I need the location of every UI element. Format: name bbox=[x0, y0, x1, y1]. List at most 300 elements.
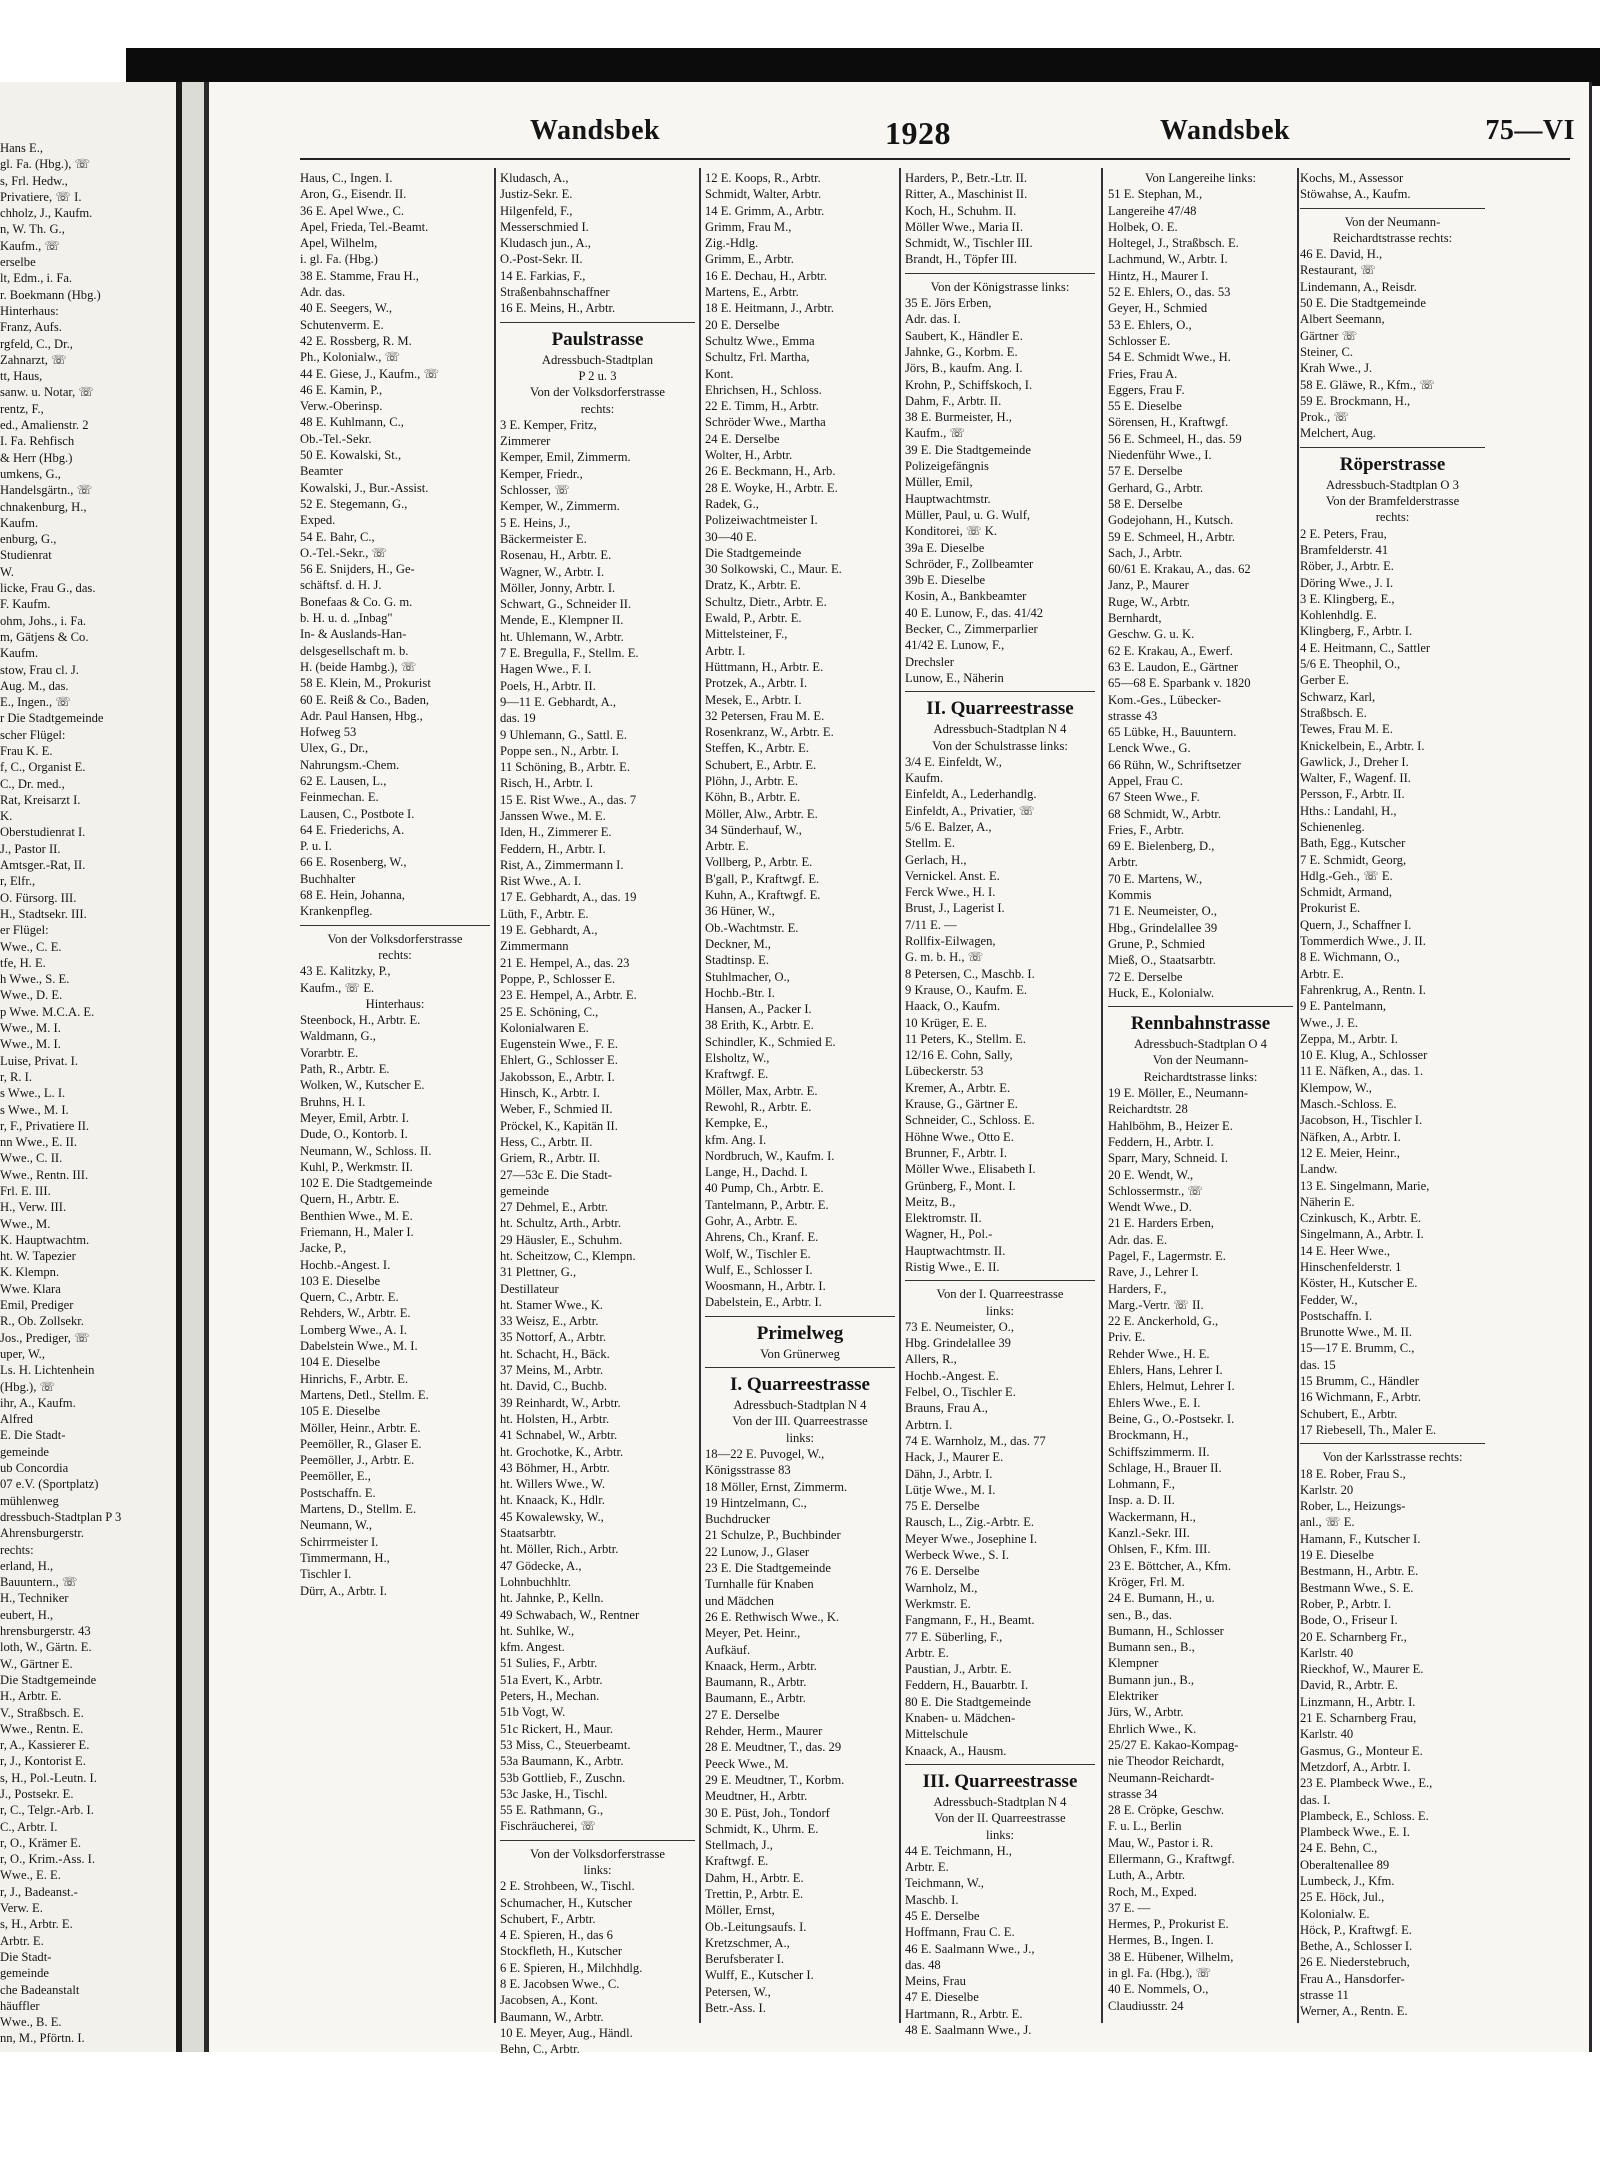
prev-page-line: Wwe., B. E. bbox=[0, 2015, 62, 2030]
directory-entry: P. u. I. bbox=[300, 839, 332, 854]
directory-entry: Prokurist E. bbox=[1300, 901, 1361, 916]
directory-entry: Betr.-Ass. I. bbox=[705, 2001, 766, 2016]
directory-entry: Hess, C., Arbtr. II. bbox=[500, 1134, 593, 1149]
directory-entry: 8 E. Jacobsen Wwe., C. bbox=[500, 1977, 620, 1992]
directory-entry: 16 E. Dechau, H., Arbtr. bbox=[705, 268, 828, 283]
directory-entry: Hdlg.-Geh., ☏ E. bbox=[1300, 868, 1393, 883]
directory-entry: Brunner, F., Arbtr. I. bbox=[905, 1145, 1008, 1160]
directory-entry: Petersen, W., bbox=[705, 1984, 771, 1999]
section-divider bbox=[705, 1316, 895, 1317]
section-divider bbox=[500, 1840, 695, 1841]
directory-entry: 49 Schwabach, W., Rentner bbox=[500, 1607, 640, 1622]
prev-page-line: C., Arbtr. I. bbox=[0, 1819, 58, 1834]
directory-entry: Polizeigefängnis bbox=[905, 459, 989, 474]
directory-entry: Holbek, O. E. bbox=[1108, 219, 1178, 234]
section-divider bbox=[1300, 208, 1485, 209]
directory-entry: Arbtrn. I. bbox=[905, 1417, 953, 1432]
section-note: Von der Volksdorferstrasse bbox=[327, 931, 463, 946]
directory-entry: Dabelstein Wwe., M. I. bbox=[300, 1339, 418, 1354]
directory-entry: Priv. E. bbox=[1108, 1330, 1146, 1345]
directory-entry: ht. Willers Wwe., W. bbox=[500, 1477, 606, 1492]
directory-entry: Konditorei, ☏ K. bbox=[905, 524, 997, 539]
street-heading: II. Quarreestrasse bbox=[926, 698, 1074, 720]
directory-entry: 36 Hüner, W., bbox=[705, 904, 775, 919]
directory-entry: 10 E. Klug, A., Schlosser bbox=[1300, 1048, 1428, 1063]
directory-entry: Zeppa, M., Arbtr. I. bbox=[1300, 1031, 1398, 1046]
directory-entry: Wolter, H., Arbtr. bbox=[705, 448, 793, 463]
prev-page-line: che Badeanstalt bbox=[0, 1982, 80, 1997]
directory-entry: 30—40 E. bbox=[705, 529, 757, 544]
directory-entry: Dahm, H., Arbtr. E. bbox=[705, 1870, 804, 1885]
directory-entry: Hilgenfeld, F., bbox=[500, 203, 573, 218]
section-note: Von der Karlsstrasse rechts: bbox=[1322, 1450, 1463, 1465]
prev-page-line: Kaufm. bbox=[0, 646, 39, 661]
directory-entry: Maschb. I. bbox=[905, 1892, 959, 1907]
column-divider bbox=[494, 168, 496, 2023]
directory-entry: 65—68 E. Sparbank v. 1820 bbox=[1108, 676, 1251, 691]
directory-entry: Klingberg, F., Arbtr. I. bbox=[1300, 624, 1413, 639]
section-divider bbox=[705, 1367, 895, 1368]
prev-page-line: H., Stadtsekr. III. bbox=[0, 906, 87, 921]
directory-entry: 38 E. Burmeister, H., bbox=[905, 410, 1012, 425]
directory-entry: 22 Lunow, J., Glaser bbox=[705, 1544, 810, 1559]
section-divider bbox=[905, 691, 1095, 692]
directory-entry: Wagner, H., Pol.- bbox=[905, 1227, 993, 1242]
directory-entry: Möller, Max, Arbtr. E. bbox=[705, 1083, 818, 1098]
directory-entry: Czinkusch, K., Arbtr. E. bbox=[1300, 1211, 1422, 1226]
directory-entry: 25 E. Schöning, C., bbox=[500, 1004, 599, 1019]
directory-entry: 33 Weisz, E., Arbtr. bbox=[500, 1314, 599, 1329]
directory-entry: Lenck Wwe., G. bbox=[1108, 741, 1191, 756]
directory-entry: Mieß, O., Staatsarbtr. bbox=[1108, 953, 1216, 968]
directory-entry: Hbg., Grindelallee 39 bbox=[1108, 920, 1218, 935]
prev-page-line: dressbuch-Stadtplan P 3 bbox=[0, 1509, 122, 1524]
directory-entry: Kuhn, A., Kraftwgf. E. bbox=[705, 888, 821, 903]
prev-page-line: tfe, H. E. bbox=[0, 955, 46, 970]
column-6 bbox=[1300, 170, 1485, 2019]
directory-entry: Schmidt, K., Uhrm. E. bbox=[705, 1821, 819, 1836]
prev-page-line: H., Techniker bbox=[0, 1591, 69, 1606]
directory-entry: Destillateur bbox=[500, 1281, 559, 1296]
directory-entry: 13 E. Singelmann, Marie, bbox=[1300, 1178, 1430, 1193]
directory-entry: Persson, F., Arbtr. II. bbox=[1300, 787, 1405, 802]
section-note: Adressbuch-Stadtplan bbox=[541, 352, 654, 367]
directory-entry: ht. Scheitzow, C., Klempn. bbox=[500, 1249, 636, 1263]
directory-entry: Neumann-Reichardt- bbox=[1108, 1770, 1215, 1785]
section-note: Von der I. Quarreestrasse bbox=[936, 1287, 1064, 1302]
directory-entry: 37 E. — bbox=[1108, 1900, 1151, 1915]
directory-entry: Kröger, Frl. M. bbox=[1108, 1574, 1185, 1589]
prev-page-line: rechts: bbox=[0, 1542, 34, 1557]
directory-entry: Buchhalter bbox=[300, 871, 356, 886]
section-note: Von Langereihe links: bbox=[1145, 171, 1256, 185]
directory-entry: 63 E. Laudon, E., Gärtner bbox=[1108, 659, 1239, 674]
street-heading: Rennbahnstrasse bbox=[1130, 1013, 1271, 1035]
directory-entry: Lütje Wwe., M. I. bbox=[905, 1482, 996, 1497]
directory-entry: 65 Lübke, H., Bauuntern. bbox=[1108, 725, 1237, 740]
prev-page-line: K. bbox=[0, 809, 13, 824]
directory-entry: Kretzschmer, A., bbox=[705, 1935, 790, 1950]
directory-entry: Rehder, Herm., Maurer bbox=[705, 1724, 823, 1739]
directory-entry: 3/4 E. Einfeldt, W., bbox=[905, 754, 1002, 769]
prev-page-line: ub Concordia bbox=[0, 1461, 69, 1476]
directory-entry: 5/6 E. Balzer, A., bbox=[905, 819, 992, 834]
directory-entry: strasse 43 bbox=[1108, 708, 1158, 723]
directory-entry: Wwe., J. E. bbox=[1300, 1015, 1359, 1030]
directory-entry: 18—22 E. Puvogel, W., bbox=[705, 1446, 825, 1461]
directory-entry: Hamann, F., Kutscher I. bbox=[1300, 1531, 1421, 1546]
directory-entry: Lüth, F., Arbtr. E. bbox=[500, 906, 589, 921]
directory-entry: Brockmann, H., bbox=[1108, 1428, 1189, 1443]
directory-entry: Benthien Wwe., M. E. bbox=[300, 1208, 413, 1223]
directory-entry: ht. Möller, Rich., Arbtr. bbox=[500, 1542, 619, 1557]
directory-entry: Werner, A., Rentn. E. bbox=[1300, 2004, 1408, 2019]
directory-entry: Messerschmied I. bbox=[500, 219, 589, 234]
directory-entry: das. I. bbox=[1300, 1792, 1331, 1807]
section-note: rechts: bbox=[580, 401, 615, 416]
directory-entry: Griem, R., Arbtr. II. bbox=[500, 1151, 601, 1166]
section-note: Von der Volksdorferstrasse bbox=[529, 385, 666, 400]
directory-entry: 23 E. Hempel, A., Arbtr. E. bbox=[500, 988, 637, 1003]
directory-entry: 16 Wichmann, F., Arbtr. bbox=[1300, 1390, 1422, 1405]
directory-entry: Werkmstr. E. bbox=[905, 1596, 971, 1611]
directory-entry: und Mädchen bbox=[705, 1593, 774, 1608]
directory-entry: Schultz Wwe., Emma bbox=[705, 333, 815, 348]
directory-entry: delsgesellschaft m. b. bbox=[300, 643, 409, 658]
directory-entry: Hansen, A., Packer I. bbox=[705, 1002, 812, 1017]
directory-entry: O.-Post-Sekr. II. bbox=[500, 252, 583, 267]
section-note: Adressbuch-Stadtplan O 4 bbox=[1134, 1037, 1267, 1052]
directory-entry: Hagen Wwe., F. I. bbox=[500, 662, 592, 677]
directory-entry: Radek, G., bbox=[705, 496, 759, 511]
directory-entry: Schröder, F., Zollbeamter bbox=[905, 556, 1034, 571]
directory-entry: Hermes, P., Prokurist E. bbox=[1108, 1917, 1229, 1932]
directory-entry: F. u. L., Berlin bbox=[1108, 1819, 1182, 1834]
directory-entry: Knaack, Herm., Arbtr. bbox=[705, 1658, 817, 1673]
directory-entry: Kludasch, A., bbox=[500, 171, 569, 185]
directory-entry: Kont. bbox=[705, 366, 734, 381]
directory-entry: Dähn, J., Arbtr. I. bbox=[905, 1466, 993, 1481]
directory-entry: Rollfix-Eilwagen, bbox=[905, 934, 996, 949]
directory-entry: 20 E. Derselbe bbox=[705, 317, 780, 332]
directory-entry: Aufkäuf. bbox=[705, 1642, 751, 1657]
directory-entry: Kom.-Ges., Lübecker- bbox=[1108, 692, 1222, 707]
directory-entry: Kraftwgf. E. bbox=[705, 1067, 769, 1082]
directory-entry: 29 E. Meudtner, T., Korbm. bbox=[705, 1772, 845, 1787]
directory-entry: Karlstr. 20 bbox=[1300, 1482, 1354, 1497]
directory-entry: schäftsf. d. H. J. bbox=[300, 578, 382, 593]
directory-entry: 3 E. Kemper, Fritz, bbox=[500, 417, 597, 432]
prev-page-line: r, A., Kassierer E. bbox=[0, 1738, 90, 1753]
directory-entry: 52 E. Ehlers, O., das. 53 bbox=[1108, 285, 1231, 300]
prev-page-line: uper, W., bbox=[0, 1346, 45, 1361]
directory-entry: Krohn, P., Schiffskoch, I. bbox=[905, 377, 1033, 392]
directory-entry: 51 Sulies, F., Arbtr. bbox=[500, 1656, 598, 1671]
directory-entry: gemeinde bbox=[500, 1183, 549, 1198]
directory-entry: das. 48 bbox=[905, 1957, 941, 1972]
directory-entry: Schirrmeister I. bbox=[300, 1534, 379, 1549]
prev-page-line: Oberstudienrat I. bbox=[0, 825, 86, 840]
directory-entry: Kosin, A., Bankbeamter bbox=[905, 589, 1027, 604]
directory-entry: Wackermann, H., bbox=[1108, 1509, 1196, 1524]
prev-page-line: s, H., Pol.-Leutn. I. bbox=[0, 1770, 97, 1785]
directory-entry: Nahrungsm.-Chem. bbox=[300, 757, 400, 772]
directory-entry: Martens, D., Stellm. E. bbox=[300, 1502, 417, 1517]
directory-entry: Höck, P., Kraftwgf. E. bbox=[1300, 1922, 1412, 1937]
prev-page-line: Die Stadt- bbox=[0, 1949, 52, 1964]
column-5 bbox=[1108, 170, 1293, 2013]
directory-entry: Landw. bbox=[1300, 1162, 1338, 1177]
directory-entry: Kludasch jun., A., bbox=[500, 236, 591, 251]
directory-entry: Näherin E. bbox=[1300, 1194, 1355, 1209]
directory-entry: 11 Schöning, B., Arbtr. E. bbox=[500, 760, 631, 775]
directory-entry: ht. Schacht, H., Bäck. bbox=[500, 1346, 610, 1361]
section-note: Adressbuch-Stadtplan O 3 bbox=[1326, 477, 1459, 492]
directory-entry: Neumann, W., bbox=[300, 1518, 373, 1533]
directory-entry: Hinschenfelderstr. 1 bbox=[1300, 1260, 1402, 1274]
directory-entry: Adr. das. bbox=[300, 285, 346, 300]
directory-entry: Peemöller, E., bbox=[300, 1469, 371, 1484]
directory-entry: Rausch, L., Zig.-Arbtr. E. bbox=[905, 1515, 1035, 1530]
directory-entry: Meyer Wwe., Josephine I. bbox=[905, 1531, 1037, 1546]
prev-page-line: eubert, H., bbox=[0, 1607, 54, 1622]
directory-entry: 23 E. Die Stadtgemeinde bbox=[705, 1561, 831, 1576]
prev-page-line: r, R. I. bbox=[0, 1069, 33, 1084]
section-divider bbox=[1300, 1443, 1485, 1444]
directory-entry: Klempow, W., bbox=[1300, 1080, 1372, 1095]
directory-entry: 48 E. Kuhlmann, C., bbox=[300, 415, 404, 430]
directory-entry: Möller, Heinr., Arbtr. E. bbox=[300, 1420, 421, 1435]
directory-entry: Krah Wwe., J. bbox=[1300, 361, 1373, 376]
prev-page-line: Amtsger.-Rat, II. bbox=[0, 858, 86, 873]
directory-entry: Apel, Frieda, Tel.-Beamt. bbox=[300, 219, 429, 234]
directory-entry: Kochs, M., Assessor bbox=[1300, 171, 1404, 185]
directory-entry: 14 E. Farkias, F., bbox=[500, 268, 586, 283]
directory-entry: 60/61 E. Krakau, A., das. 62 bbox=[1108, 562, 1251, 577]
directory-entry: Gawlick, J., Dreher I. bbox=[1300, 754, 1409, 769]
directory-entry: Rist, A., Zimmermann I. bbox=[500, 857, 624, 872]
directory-entry: Lunow, E., Näherin bbox=[905, 670, 1004, 685]
directory-entry: Behn, C., Arbtr. bbox=[500, 2042, 580, 2057]
directory-entry: 51 E. Stephan, M., bbox=[1108, 187, 1203, 202]
directory-entry: Grünberg, F., Mont. I. bbox=[905, 1178, 1016, 1193]
header-left: Wandsbek bbox=[530, 115, 661, 146]
prev-page-line: Wwe., Rentn. III. bbox=[0, 1167, 89, 1182]
directory-entry: Deckner, M., bbox=[705, 936, 771, 951]
directory-entry: Hbg. Grindelallee 39 bbox=[905, 1336, 1011, 1351]
directory-entry: 55 E. Dieselbe bbox=[1108, 399, 1182, 414]
directory-entry: Bramfelderstr. 41 bbox=[1300, 542, 1389, 557]
section-divider bbox=[300, 925, 490, 926]
directory-entry: Grimm, Frau M., bbox=[705, 219, 792, 234]
directory-entry: Gerlach, H., bbox=[905, 852, 967, 867]
prev-page-line: J., Postsekr. E. bbox=[0, 1786, 74, 1801]
prev-page-line: Wwe., C. E. bbox=[0, 939, 62, 954]
directory-entry: Timmermann, H., bbox=[300, 1550, 390, 1565]
directory-entry: Schienenleg. bbox=[1300, 819, 1365, 834]
directory-entry: 77 E. Süberling, F., bbox=[905, 1629, 1003, 1644]
directory-entry: Brauns, Frau A., bbox=[905, 1401, 988, 1416]
prev-page-line: R., Ob. Zollsekr. bbox=[0, 1314, 84, 1329]
directory-entry: Ehrichsen, H., Schloss. bbox=[705, 382, 822, 397]
directory-entry: Peters, H., Mechan. bbox=[500, 1689, 600, 1704]
directory-entry: Melchert, Aug. bbox=[1300, 426, 1376, 441]
directory-entry: Arbtr. bbox=[1108, 855, 1138, 870]
directory-entry: Path, R., Arbtr. E. bbox=[300, 1062, 390, 1077]
directory-entry: Schlosser E. bbox=[1108, 333, 1171, 348]
directory-entry: Steiner, C. bbox=[1300, 344, 1354, 359]
directory-entry: Mittelsteiner, F., bbox=[705, 627, 788, 642]
prev-page-line: Frau K. E. bbox=[0, 743, 53, 758]
directory-entry: Ph., Kolonialw., ☏ bbox=[300, 350, 401, 365]
directory-entry: Paustian, J., Arbtr. E. bbox=[905, 1662, 1012, 1677]
directory-entry: Insp. a. D. II. bbox=[1108, 1493, 1175, 1508]
prev-page-line: r, Elfr., bbox=[0, 874, 36, 889]
prev-page-line: scher Flügel: bbox=[0, 727, 66, 742]
prev-page-line: Wwe., Rentn. E. bbox=[0, 1721, 84, 1736]
directory-entry: Näfken, A., Arbtr. I. bbox=[1300, 1129, 1401, 1144]
directory-entry: Postschaffn. I. bbox=[1300, 1308, 1373, 1323]
directory-entry: 68 E. Hein, Johanna, bbox=[300, 888, 405, 903]
directory-entry: Höhne Wwe., Otto E. bbox=[905, 1129, 1014, 1144]
directory-entry: 9 E. Pantelmann, bbox=[1300, 999, 1387, 1014]
directory-entry: 9 Krause, O., Kaufm. E. bbox=[905, 982, 1028, 997]
directory-entry: Zig.-Hdlg. bbox=[705, 236, 759, 251]
directory-entry: Buchdrucker bbox=[705, 1512, 771, 1527]
directory-entry: Werbeck Wwe., S. I. bbox=[905, 1548, 1010, 1563]
directory-entry: Pagel, F., Lagermstr. E. bbox=[1108, 1249, 1226, 1263]
directory-entry: 50 E. Kowalski, St., bbox=[300, 448, 402, 463]
directory-entry: Steenbock, H., Arbtr. E. bbox=[300, 1013, 421, 1028]
directory-entry: 40 Pump, Ch., Arbtr. E. bbox=[705, 1181, 824, 1196]
directory-entry: Baumann, R., Arbtr. bbox=[705, 1675, 807, 1690]
directory-entry: Schwart, G., Schneider II. bbox=[500, 597, 632, 612]
directory-entry: Ob.-Wachtmstr. E. bbox=[705, 920, 799, 935]
prev-page-line: ohm, Johs., i. Fa. bbox=[0, 613, 87, 628]
directory-entry: 58 E. Gläwe, R., Kfm., ☏ bbox=[1300, 377, 1436, 392]
directory-entry: Hartmann, R., Arbtr. E. bbox=[905, 2006, 1023, 2021]
directory-entry: Vorarbtr. E. bbox=[300, 1045, 359, 1060]
prev-page-line: Rat, Kreisarzt I. bbox=[0, 792, 81, 807]
prev-page-line: tt, Haus, bbox=[0, 369, 43, 384]
directory-entry: Bode, O., Friseur I. bbox=[1300, 1613, 1398, 1628]
directory-entry: 17 E. Gebhardt, A., das. 19 bbox=[500, 890, 637, 905]
prev-page-line: Wwe., D. E. bbox=[0, 988, 63, 1003]
directory-entry: Dürr, A., Arbtr. I. bbox=[300, 1583, 387, 1598]
prev-page-line: gemeinde bbox=[0, 1444, 49, 1459]
directory-entry: Jacobsen, A., Kont. bbox=[500, 1993, 598, 2008]
directory-entry: Ehlers Wwe., E. I. bbox=[1108, 1395, 1201, 1410]
directory-entry: Rosenau, H., Arbtr. E. bbox=[500, 548, 612, 563]
previous-page-column bbox=[0, 140, 174, 2046]
directory-entry: Schultz, Dietr., Arbtr. E. bbox=[705, 594, 827, 609]
directory-entry: Kempke, E., bbox=[705, 1116, 768, 1131]
directory-entry: Bernhardt, bbox=[1108, 611, 1162, 626]
prev-page-line: gemeinde bbox=[0, 1966, 49, 1981]
directory-entry: Rosenkranz, W., Arbtr. E. bbox=[705, 725, 834, 740]
prev-page-line: chnakenburg, H., bbox=[0, 499, 87, 514]
directory-entry: G. m. b. H., ☏ bbox=[905, 950, 984, 965]
directory-entry: ht. Knaack, K., Hdlr. bbox=[500, 1493, 605, 1508]
directory-entry: Möller Wwe., Maria II. bbox=[905, 219, 1023, 234]
prev-page-line: I. Fa. Rehfisch bbox=[0, 434, 75, 449]
directory-entry: Schlage, H., Brauer II. bbox=[1108, 1460, 1222, 1475]
directory-entry: Zimmerer bbox=[500, 434, 551, 449]
directory-entry: Karlstr. 40 bbox=[1300, 1727, 1354, 1742]
directory-entry: Kemper, Emil, Zimmerm. bbox=[500, 450, 631, 465]
directory-entry: 4 E. Spieren, H., das 6 bbox=[500, 1928, 613, 1943]
directory-entry: Huck, E., Kolonialw. bbox=[1108, 985, 1215, 1000]
directory-entry: 8 Petersen, C., Maschb. I. bbox=[905, 966, 1035, 981]
prev-page-line: E., Ingen., ☏ bbox=[0, 695, 72, 710]
section-divider bbox=[905, 273, 1095, 274]
directory-entry: Nordbruch, W., Kaufm. I. bbox=[705, 1148, 835, 1163]
directory-entry: Gerber E. bbox=[1300, 673, 1349, 688]
directory-entry: Rober, L., Heizungs- bbox=[1300, 1499, 1406, 1514]
directory-entry: 53a Baumann, K., Arbtr. bbox=[500, 1754, 624, 1769]
directory-entry: Kaufm., ☏ E. bbox=[300, 980, 375, 995]
directory-entry: 31 Plettner, G., bbox=[500, 1265, 577, 1280]
directory-entry: Jahnke, G., Korbm. E. bbox=[905, 344, 1018, 359]
prev-page-line: Wwe., M. I. bbox=[0, 1037, 61, 1052]
prev-page-line: rentz, F., bbox=[0, 401, 44, 416]
section-note: Reichardtstrasse links: bbox=[1143, 1069, 1258, 1084]
directory-entry: 72 E. Derselbe bbox=[1108, 969, 1183, 984]
directory-entry: 20 E. Wendt, W., bbox=[1108, 1167, 1194, 1182]
directory-entry: Möller, Alw., Arbtr. E. bbox=[705, 806, 818, 821]
prev-page-line: umkens, G., bbox=[0, 466, 61, 481]
prev-page-line: s, H., Arbtr. E. bbox=[0, 1917, 73, 1932]
prev-page-line: ed., Amalienstr. 2 bbox=[0, 418, 89, 433]
directory-entry: Hinsch, K., Arbtr. I. bbox=[500, 1086, 601, 1101]
directory-entry: Röber, J., Arbtr. E. bbox=[1300, 559, 1394, 574]
directory-entry: Schmidt, Walter, Arbtr. bbox=[705, 187, 822, 202]
section-note: rechts: bbox=[1375, 510, 1410, 525]
directory-entry: 38 Erith, K., Arbtr. E. bbox=[705, 1018, 814, 1033]
directory-entry: Feinmechan. E. bbox=[300, 790, 379, 805]
directory-entry: Sach, J., Arbtr. bbox=[1108, 545, 1183, 560]
directory-entry: Meudtner, H., Arbtr. bbox=[705, 1789, 808, 1804]
directory-entry: Tewes, Frau M. E. bbox=[1300, 722, 1393, 737]
directory-entry: Adr. das. I. bbox=[905, 312, 961, 327]
directory-entry: ht. Schultz, Arth., Arbtr. bbox=[500, 1216, 622, 1231]
directory-entry: Elektriker bbox=[1108, 1689, 1159, 1704]
directory-entry: Sörensen, H., Kraftwgf. bbox=[1108, 415, 1229, 430]
prev-page-line: O. Fürsorg. III. bbox=[0, 890, 77, 905]
prev-page-line: stow, Frau cl. J. bbox=[0, 662, 79, 677]
prev-page-line: W., Gärtner E. bbox=[0, 1656, 73, 1671]
directory-entry: Arbtr. E. bbox=[1300, 966, 1344, 981]
prev-page-line: Wwe., M. I. bbox=[0, 1021, 61, 1036]
header-rule bbox=[300, 158, 1570, 160]
directory-entry: Grimm, E., Arbtr. bbox=[705, 252, 794, 267]
section-note: links: bbox=[786, 1430, 814, 1445]
directory-entry: 17 Riebesell, Th., Maler E. bbox=[1300, 1422, 1437, 1437]
directory-entry: 46 E. Kamin, P., bbox=[300, 382, 383, 397]
directory-entry: Wulf, E., Schlosser I. bbox=[705, 1262, 813, 1277]
prev-page-line: nn Wwe., E. II. bbox=[0, 1135, 78, 1150]
prev-page-line: Emil, Prediger bbox=[0, 1298, 74, 1313]
directory-entry: Meyer, Pet. Heinr., bbox=[705, 1626, 801, 1641]
column-divider bbox=[899, 168, 901, 2023]
directory-entry: Schubert, E., Arbtr. bbox=[1300, 1406, 1398, 1421]
directory-entry: 51c Rickert, H., Maur. bbox=[500, 1721, 613, 1736]
directory-entry: Rober, P., Arbtr. I. bbox=[1300, 1596, 1392, 1611]
section-note: links: bbox=[986, 1303, 1014, 1318]
directory-entry: Masch.-Schloss. E. bbox=[1300, 1097, 1397, 1112]
directory-entry: 54 E. Schmidt Wwe., H. bbox=[1108, 350, 1231, 365]
directory-entry: Walter, F., Wagenf. II. bbox=[1300, 771, 1411, 786]
